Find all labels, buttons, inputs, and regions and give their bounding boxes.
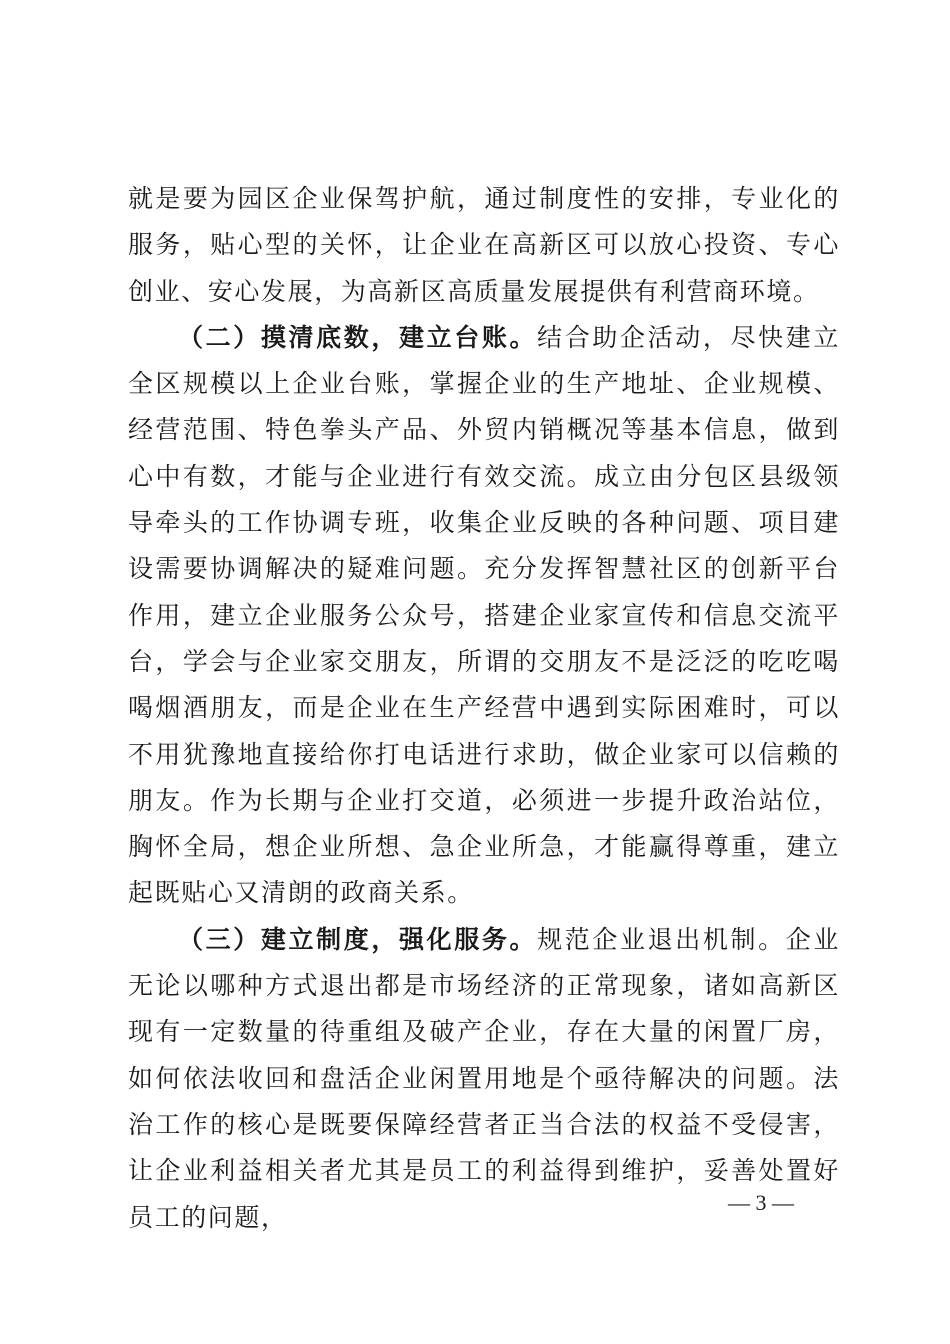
document-body [128, 176, 840, 1241]
paragraph-text: 结合助企活动，尽快建立全区规模以上企业台账，掌握企业的生产地址、企业规模、经营范围、特色拳头产品、外贸内销概况等基本信息，做到心中有数，才能与企业进行有效交流。成立由分包区县级领导牵头的工作协调专班，收集企业反映的各种问题、项目建设需要协调解决的疑难问题。充分发挥智慧社区的创新平台作用，建立企业服务公众号，搭建企业家宣传和信息交流平台，学会与企业家交朋友，所谓的交朋友不是泛泛的吃吃喝喝烟酒朋友，而是企业在生产经营中遇到实际困难时，可以不用犹豫地直接给你打电话进行求助，做企业家可以信赖的朋友。作为长期与企业打交道，必须进一步提升政治站位，胸怀全局，想企业所想、急企业所急，才能赢得尊重，建立起既贴心又清朗的政商关系。 [128, 322, 840, 908]
section-heading-3: （三）建立制度，强化服务。 [178, 924, 538, 954]
section-heading-2: （二）摸清底数，建立台账。 [178, 322, 538, 352]
page-number: — 3 — [728, 1190, 794, 1215]
paragraph-text: 规范企业退出机制。企业无论以哪种方式退出都是市场经济的正常现象，诸如高新区现有一定数量的待重组及破产企业，存在大量的闲置厂房，如何依法收回和盘活企业闲置用地是个亟待解决的问题。法治工作的核心是既要保障经营者正当合法的权益不受侵害，让企业利益相关者尤其是员工的利益得到维护，妥善处置好员工的问题， [128, 924, 840, 1232]
paragraph-section-2 [128, 315, 840, 917]
paragraph-continuation [128, 176, 840, 315]
paragraph-text: 就是要为园区企业保驾护航，通过制度性的安排，专业化的服务，贴心型的关怀，让企业在高新区可以放心投资、专心创业、安心发展，为高新区高质量发展提供有利营商环境。 [128, 184, 840, 306]
